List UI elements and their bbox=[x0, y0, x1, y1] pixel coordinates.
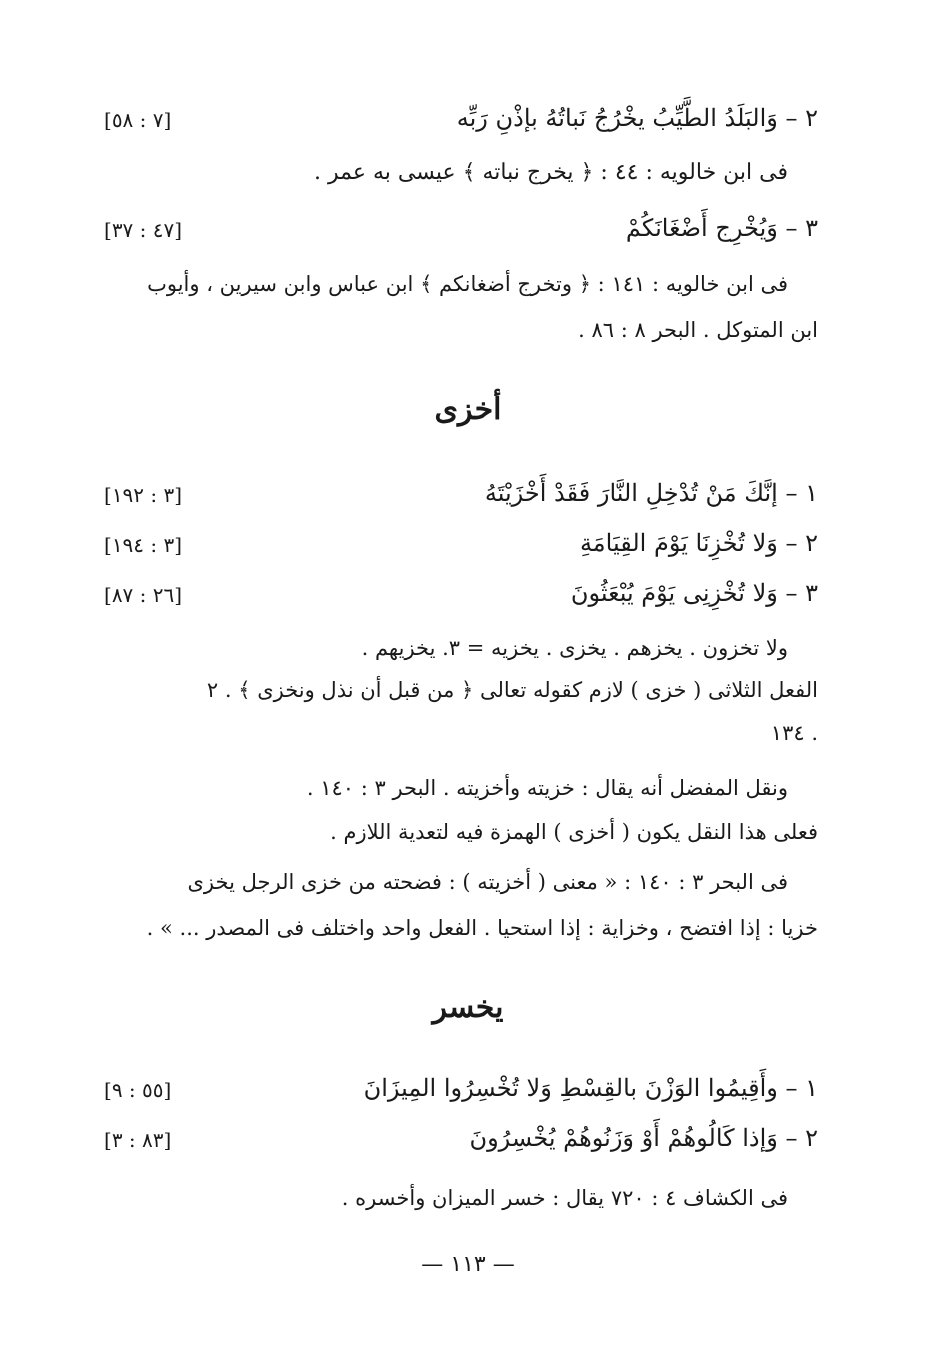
commentary-line: فى ابن خالويه : ٤٤ : ﴿ يخرج نباته ﴾ عيسى به عمر . bbox=[314, 160, 788, 185]
commentary-line: ولا تخزون . يخزهم . يخزى . يخزيه = ٣. يخزيهم . bbox=[361, 636, 788, 660]
verse-reference: [٣ : ١٩٢] bbox=[104, 483, 183, 507]
verse-reference: [٣ : ١٩٤] bbox=[104, 533, 183, 557]
commentary-line: فى الكشاف ٤ : ٧٢٠ يقال : خسر الميزان وأخسره . bbox=[341, 1186, 788, 1210]
verse-line: ٣ – وَيُخْرِج أَضْغَانَكُمْ bbox=[625, 214, 818, 242]
commentary-line: الفعل الثلاثى ( خزى ) لازم كقوله تعالى ﴿ من قبل أن نذل ونخزى ﴾ . ٢ bbox=[206, 678, 818, 702]
commentary-line: فى البحر ٣ : ١٤٠ : « معنى ( أخزيته ) : فضحته من خزى الرجل يخزى bbox=[187, 870, 788, 894]
section-heading: يخسر bbox=[432, 990, 504, 1025]
verse-line: ٢ – وَإذا كَالُوهُمْ أَوْ وَزَنُوهُمْ يُخْسِرُونَ bbox=[469, 1124, 818, 1152]
verse-reference: [٧ : ٥٨] bbox=[104, 108, 172, 132]
verse-line: ٣ – وَلا تُخْزِنِى يَوْمَ يُبْعَثُونَ bbox=[570, 579, 818, 607]
verse-line: ٢ – وَلا تُخْزِنَا يَوْمَ القِيَامَةِ bbox=[579, 529, 818, 557]
page-number: — ١١٣ — bbox=[421, 1252, 515, 1277]
commentary-line: فعلى هذا النقل يكون ( أخزى ) الهمزة فيه لتعدية اللازم . bbox=[330, 820, 818, 844]
verse-reference: [٥٥ : ٩] bbox=[104, 1078, 172, 1102]
verse-line: ١ – وأَقِيمُوا الوَزْنَ بالقِسْطِ وَلا تُخْسِرُوا المِيزَانَ bbox=[363, 1074, 818, 1102]
verse-reference: [٨٣ : ٣] bbox=[104, 1128, 172, 1152]
verse-line: ١ – إنَّكَ مَنْ تُدْخِلِ النَّارَ فَقَدْ أَخْزَيْتَهُ bbox=[484, 479, 818, 507]
verse-reference: [٤٧ : ٣٧] bbox=[104, 218, 183, 242]
commentary-line: خزيا : إذا افتضح ، وخزاية : إذا استحيا . الفعل واحد واختلف فى المصدر ... » . bbox=[146, 916, 818, 940]
verse-reference: [٢٦ : ٨٧] bbox=[104, 583, 183, 607]
section-heading: أخزى bbox=[434, 392, 502, 427]
commentary-line: ونقل المفضل أنه يقال : خزيته وأخزيته . البحر ٣ : ١٤٠ . bbox=[306, 776, 788, 800]
verse-line: ٢ – وَالبَلَدُ الطَّيِّبُ يخْرُجُ نَباتُهُ بإذْنِ رَبِّه bbox=[456, 104, 818, 132]
commentary-line: ابن المتوكل . البحر ٨ : ٨٦ . bbox=[578, 318, 818, 342]
commentary-line: فى ابن خالويه : ١٤١ : ﴿ وتخرج أضغانكم ﴾ ابن عباس وابن سيرين ، وأيوب bbox=[147, 272, 788, 296]
commentary-line: . ١٣٤ bbox=[770, 721, 818, 745]
